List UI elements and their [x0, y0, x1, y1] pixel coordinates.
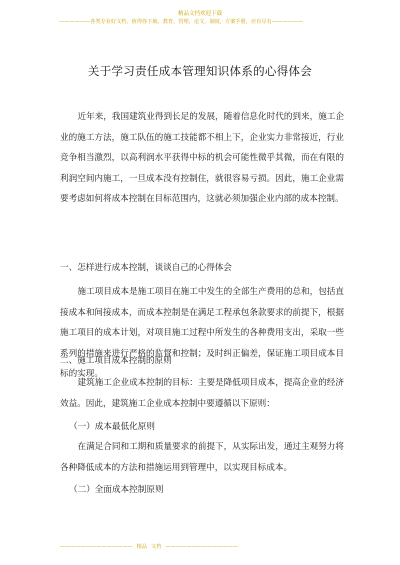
section-heading-2: 二、施工项目成本控制的原则 [60, 356, 172, 366]
paragraph-cost-definition: 施工项目成本是施工项目在施工中发生的全部生产费用的总和，包括直接成本和间接成本，而成本控制是在满足工程承包条款要求的前提下，根据施工项目的成本计划，对项目施工过程中所发生的各种费用支出，采取一些系列的措施来进行严格的监督和控制；及时纠正偏差，保证施工项目成本目标的实现。 [60, 287, 344, 380]
footer-label-2: 文档 [151, 544, 162, 550]
header-watermark-text: ——————各类专业好文档，值得你下载，教育，管理，论文，制度，方案手册，应有尽有—————— [59, 19, 303, 25]
footer-right-dashes: —————————————— [165, 544, 239, 550]
paragraph-lowest-cost: 在满足合同和工期和质量要求的前提下，从实际出发，通过主观努力将各种降低成本的方法和措施运用到管理中，以实现目标成本。 [60, 442, 344, 473]
document-title: 关于学习责任成本管理知识体系的心得体会 [87, 64, 313, 78]
paragraph-control-goal: 建筑施工企业成本控制的目标：主要是降低项目成本，提高企业的经济效益。因此，建筑施工企业成本控制中要遵循以下原则： [60, 378, 344, 409]
footer-left-dashes: —————————————— [60, 544, 133, 550]
footer-watermark [58, 545, 342, 550]
paragraph-intro: 近年来，我国建筑业得到长足的发展，随着信息化时代的到来，施工企业的施工方法，施工队伍的施工技能都不相上下，企业实力非常接近，行业竞争相当激烈，以高利润水平获得中标的机会可能性微乎其微，而在有限的利润空间内施工，一旦成本没有控制住，就很容易亏损。因此，施工企业需要考虑如何将成本控制在目标范围内，这就必须加强企业内部的成本控制。 [60, 112, 344, 205]
footer-label-1: 精品 [136, 544, 148, 550]
subheading-full-cost-control: （二）全面成本控制原则 [69, 485, 164, 495]
subheading-lowest-cost: （一）成本最低化原则 [69, 422, 155, 432]
section-heading-1: 一、怎样进行成本控制，谈谈自己的心得体会 [60, 263, 232, 273]
header-watermark-bar [58, 20, 342, 25]
header-watermark-title: 精品文档欢迎下载 [177, 11, 222, 17]
